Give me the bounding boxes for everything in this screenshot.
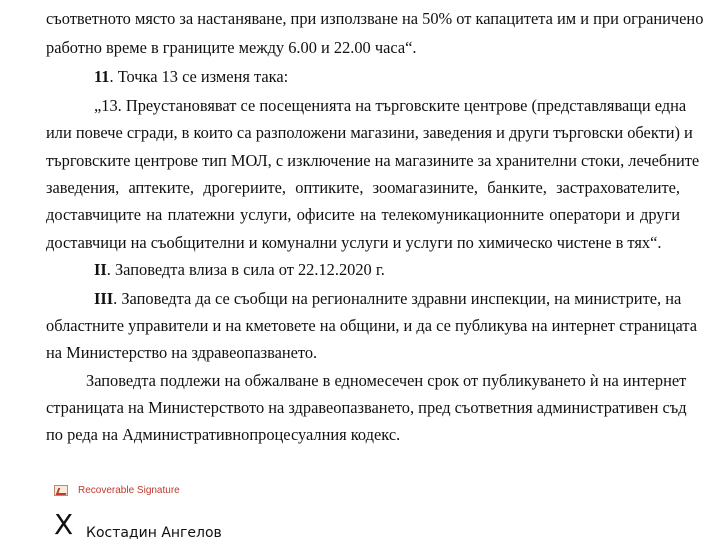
section-iii-line-2: областните управители и на кметовете на общини, и да се публикува на интернет страницата	[46, 316, 697, 335]
signature-image-icon	[54, 485, 68, 496]
signature-x-mark: X	[54, 508, 74, 541]
section-ii-text: . Заповедта влиза в сила от 22.12.2020 г.	[106, 260, 385, 279]
point-11-text: . Точка 13 се изменя така:	[109, 67, 289, 86]
appeal-line-3: по реда на Административнопроцесуалния кодекс.	[46, 425, 401, 444]
point-11-number: 11	[94, 67, 110, 86]
quote-line-3: търговските центрове тип МОЛ, с изключение на магазините за хранителни стоки, лечебните	[46, 151, 700, 170]
paragraph-1-line-1: съответното място за настаняване, при използване на 50% от капацитета им и при ограничено	[46, 9, 704, 28]
appeal-line-1: Заповедта подлежи на обжалване в едномесечен срок от публикуването ѝ на интернет	[86, 371, 687, 390]
section-ii-number: II	[94, 260, 107, 279]
section-iii-text: . Заповедта да се съобщи на регионалните здравни инспекции, на министрите, на	[113, 289, 682, 308]
section-iii-number: III	[94, 289, 114, 308]
quote-line-2: или повече сгради, в които са разположени магазини, заведения и други търговски обекти) и	[46, 123, 693, 142]
quote-line-1: „13. Преустановяват се посещенията на търговските центрове (представляващи една	[94, 96, 687, 115]
section-iii-line-3: на Министерство на здравеопазването.	[46, 343, 318, 362]
quote-line-6: доставчици на съобщителни и комунални услуги и услуги по химическо чистене в тях“.	[46, 233, 662, 252]
point-11-heading	[94, 67, 288, 87]
appeal-line-2: страницата на Министерството на здравеопазването, пред съответния административен съд	[46, 398, 687, 417]
recoverable-signature[interactable]	[54, 481, 180, 499]
quote-line-4: заведения, аптеките, дрогериите, оптиките, зоомагазините, банките, застрахователите,	[46, 178, 680, 197]
quote-line-5: доставчиците на платежни услуги, офисите на телекомуникационните оператори и други	[46, 205, 680, 224]
signature-label: Recoverable Signature	[78, 484, 180, 496]
paragraph-1-line-2: работно време в границите между 6.00 и 22.00 часа“.	[46, 38, 417, 57]
section-ii	[94, 260, 385, 280]
section-iii-line-1	[94, 289, 680, 309]
signer-name: Костадин Ангелов	[86, 525, 222, 541]
